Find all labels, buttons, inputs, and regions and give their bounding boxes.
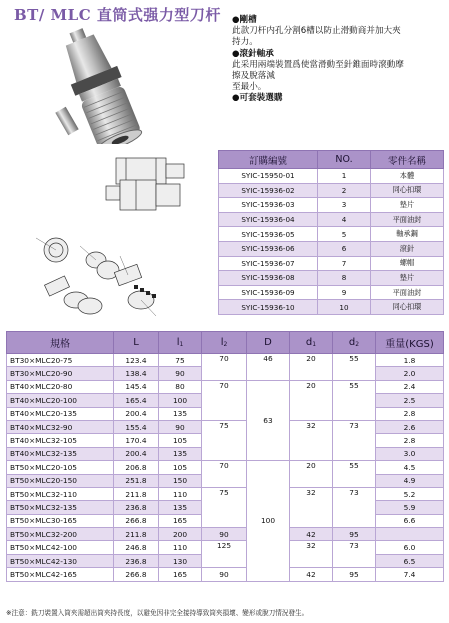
cell: 1 bbox=[318, 169, 371, 184]
cell: 80 bbox=[159, 380, 202, 393]
col-l2-sub: 2 bbox=[223, 341, 228, 348]
feature-head: ●剛槽 bbox=[232, 15, 257, 25]
cell: 5.9 bbox=[376, 501, 444, 514]
cell: 63 bbox=[247, 380, 290, 460]
cell: 6.5 bbox=[376, 554, 444, 567]
cell: 73 bbox=[333, 541, 376, 568]
cell: BT40×MLC32-105 bbox=[7, 434, 114, 447]
cell: 73 bbox=[333, 420, 376, 460]
cell: 同心扣環 bbox=[371, 183, 444, 198]
cell: 42 bbox=[290, 528, 333, 541]
cell: 10 bbox=[318, 300, 371, 315]
col-d1 bbox=[290, 332, 333, 354]
cell: 5 bbox=[318, 227, 371, 242]
cell: 2.8 bbox=[376, 407, 444, 420]
cell: 6.6 bbox=[376, 514, 444, 527]
cell: 55 bbox=[333, 354, 376, 381]
cell: 2.5 bbox=[376, 394, 444, 407]
cell: SYIC-15936-02 bbox=[219, 183, 318, 198]
col-l2-label: l bbox=[220, 337, 224, 348]
exploded-view-diagram bbox=[16, 150, 216, 328]
cell: 32 bbox=[290, 541, 333, 568]
table-row bbox=[7, 541, 444, 554]
cell: 165.4 bbox=[114, 394, 159, 407]
feature-line: 持力。 bbox=[232, 37, 258, 48]
col-D: D bbox=[247, 332, 290, 354]
col-l2 bbox=[202, 332, 247, 354]
table-row bbox=[219, 227, 444, 242]
cell: 75 bbox=[202, 420, 247, 460]
cell: 32 bbox=[290, 487, 333, 527]
cell: 42 bbox=[290, 568, 333, 581]
cell: 46 bbox=[247, 354, 290, 381]
page-title: BT/ MLC 直筒式强力型刀杆 bbox=[14, 6, 221, 24]
cell: BT40×MLC32-135 bbox=[7, 447, 114, 460]
feature-head: ●可套裝選購 bbox=[232, 93, 283, 104]
cell: BT50×MLC42-100 bbox=[7, 541, 114, 554]
cell: 1.8 bbox=[376, 354, 444, 367]
cell: BT30×MLC20-75 bbox=[7, 354, 114, 367]
cell: 2.4 bbox=[376, 380, 444, 393]
cell: 90 bbox=[202, 568, 247, 581]
cell: 246.8 bbox=[114, 541, 159, 554]
cell: BT40×MLC20-80 bbox=[7, 380, 114, 393]
cell: 110 bbox=[159, 541, 202, 554]
cell: 7 bbox=[318, 256, 371, 271]
cell: 95 bbox=[333, 528, 376, 541]
cell: 螺帽 bbox=[371, 256, 444, 271]
cell: 平面油封 bbox=[371, 212, 444, 227]
cell: 75 bbox=[202, 487, 247, 527]
cell: 145.4 bbox=[114, 380, 159, 393]
table-row bbox=[219, 285, 444, 300]
cell: 105 bbox=[159, 461, 202, 474]
col-d2 bbox=[333, 332, 376, 354]
cell: SYIC-15936-04 bbox=[219, 212, 318, 227]
cell: 55 bbox=[333, 461, 376, 488]
col-l1-sub: 1 bbox=[179, 341, 184, 348]
cell: SYIC-15936-10 bbox=[219, 300, 318, 315]
col-l1-label: l bbox=[176, 337, 180, 348]
cell: 155.4 bbox=[114, 420, 159, 433]
cell: 150 bbox=[159, 474, 202, 487]
table-row bbox=[7, 568, 444, 581]
table-row bbox=[7, 354, 444, 367]
feature-line: 擦及脫落減 bbox=[232, 71, 275, 82]
col-order-no: 訂購編號 bbox=[219, 151, 318, 169]
cell: 4.9 bbox=[376, 474, 444, 487]
cell: SYIC-15950-01 bbox=[219, 169, 318, 184]
cell: 70 bbox=[202, 354, 247, 381]
cell: 236.8 bbox=[114, 554, 159, 567]
cell: 165 bbox=[159, 568, 202, 581]
cell: 75 bbox=[159, 354, 202, 367]
col-d1-sub: 1 bbox=[312, 341, 317, 348]
cell: 90 bbox=[159, 367, 202, 380]
cell: BT50×MLC32-135 bbox=[7, 501, 114, 514]
cell: 55 bbox=[333, 380, 376, 420]
cell: 138.4 bbox=[114, 367, 159, 380]
cell: 206.8 bbox=[114, 461, 159, 474]
cell: 9 bbox=[318, 285, 371, 300]
cell: 滾針 bbox=[371, 241, 444, 256]
table-row bbox=[7, 528, 444, 541]
cell: 2 bbox=[318, 183, 371, 198]
cell: SYIC-15936-08 bbox=[219, 271, 318, 286]
cell: 同心扣環 bbox=[371, 300, 444, 315]
cell: 90 bbox=[202, 528, 247, 541]
cell: 6 bbox=[318, 241, 371, 256]
cell: 110 bbox=[159, 487, 202, 500]
table-row bbox=[219, 241, 444, 256]
feature-line: 至最小。 bbox=[232, 82, 267, 93]
cell: 90 bbox=[159, 420, 202, 433]
col-part-name: 零件名稱 bbox=[371, 151, 444, 169]
table-row bbox=[219, 256, 444, 271]
table-row bbox=[219, 169, 444, 184]
cell: 236.8 bbox=[114, 501, 159, 514]
cell: 123.4 bbox=[114, 354, 159, 367]
col-weight: 重量(KGS) bbox=[376, 332, 444, 354]
cell: 20 bbox=[290, 461, 333, 488]
table-row bbox=[7, 487, 444, 500]
cell: SYIC-15936-05 bbox=[219, 227, 318, 242]
cell bbox=[376, 528, 444, 541]
cell: SYIC-15936-09 bbox=[219, 285, 318, 300]
cell: 4 bbox=[318, 212, 371, 227]
cell: 3.0 bbox=[376, 447, 444, 460]
table-row bbox=[219, 271, 444, 286]
cell: 95 bbox=[333, 568, 376, 581]
cell: 211.8 bbox=[114, 487, 159, 500]
spec-table bbox=[6, 331, 444, 582]
cell: 32 bbox=[290, 420, 333, 460]
table-row bbox=[7, 380, 444, 393]
cell: 200.4 bbox=[114, 407, 159, 420]
cell: 墊片 bbox=[371, 198, 444, 213]
cell: 211.8 bbox=[114, 528, 159, 541]
cell: 130 bbox=[159, 554, 202, 567]
cell: BT50×MLC42-130 bbox=[7, 554, 114, 567]
table-row bbox=[7, 461, 444, 474]
table-row bbox=[7, 420, 444, 433]
table-row bbox=[219, 198, 444, 213]
table-row bbox=[219, 183, 444, 198]
cell: 200.4 bbox=[114, 447, 159, 460]
feature-line: 此采用兩端裝置爲使當滑動至針錐面時滾動摩 bbox=[232, 59, 404, 70]
cell: 135 bbox=[159, 501, 202, 514]
cell: 2.6 bbox=[376, 420, 444, 433]
cell: BT30×MLC20-90 bbox=[7, 367, 114, 380]
cell: 8 bbox=[318, 271, 371, 286]
cell: 100 bbox=[159, 394, 202, 407]
cell: 墊片 bbox=[371, 271, 444, 286]
table-row bbox=[219, 212, 444, 227]
cell: 135 bbox=[159, 447, 202, 460]
feature-list bbox=[232, 15, 444, 105]
cell: 125 bbox=[202, 541, 247, 568]
cell: BT50×MLC20-105 bbox=[7, 461, 114, 474]
cell: 7.4 bbox=[376, 568, 444, 581]
cell: 軸承鋼 bbox=[371, 227, 444, 242]
feature-head: ●滾針軸承 bbox=[232, 48, 274, 59]
cell: 266.8 bbox=[114, 568, 159, 581]
cell: 70 bbox=[202, 461, 247, 488]
parts-table bbox=[218, 150, 444, 315]
col-l1 bbox=[159, 332, 202, 354]
cell: BT40×MLC32-90 bbox=[7, 420, 114, 433]
feature-line: 此款刀杆内孔分割6槽以防止滑動商并加大夾 bbox=[232, 26, 401, 37]
cell: 2.0 bbox=[376, 367, 444, 380]
cell: 135 bbox=[159, 407, 202, 420]
cell: BT50×MLC20-150 bbox=[7, 474, 114, 487]
cell: 20 bbox=[290, 354, 333, 381]
cell: 2.8 bbox=[376, 434, 444, 447]
cell: 4.5 bbox=[376, 461, 444, 474]
cell: 200 bbox=[159, 528, 202, 541]
cell: 251.8 bbox=[114, 474, 159, 487]
col-d2-label: d bbox=[348, 337, 356, 348]
cell: 20 bbox=[290, 380, 333, 420]
cell: 6.0 bbox=[376, 541, 444, 554]
cell: 平面油封 bbox=[371, 285, 444, 300]
col-L: L bbox=[114, 332, 159, 354]
cell: 266.8 bbox=[114, 514, 159, 527]
cell: 70 bbox=[202, 380, 247, 420]
cell: BT50×MLC32-200 bbox=[7, 528, 114, 541]
table-row bbox=[219, 300, 444, 315]
col-model: 規格 bbox=[7, 332, 114, 354]
cell: 5.2 bbox=[376, 487, 444, 500]
cell: 73 bbox=[333, 487, 376, 527]
cell: 100 bbox=[247, 461, 290, 582]
footnote: ※注意：銑刀裝置入筒夾需超出筒夾持長度，以避免因非完全接持導致筒夾損壞、變形或脫刀情況發生。 bbox=[6, 609, 309, 617]
cell: 本體 bbox=[371, 169, 444, 184]
cell: BT50×MLC30-165 bbox=[7, 514, 114, 527]
cell: SYIC-15936-07 bbox=[219, 256, 318, 271]
cell: 165 bbox=[159, 514, 202, 527]
tool-holder-photo bbox=[55, 14, 205, 144]
cell: SYIC-15936-03 bbox=[219, 198, 318, 213]
cell: 3 bbox=[318, 198, 371, 213]
cell: BT50×MLC42-165 bbox=[7, 568, 114, 581]
col-d1-label: d bbox=[305, 337, 313, 348]
col-no: NO. bbox=[318, 151, 371, 169]
cell: SYIC-15936-06 bbox=[219, 241, 318, 256]
col-d2-sub: 2 bbox=[355, 341, 360, 348]
cell: BT40×MLC20-100 bbox=[7, 394, 114, 407]
cell: BT40×MLC20-135 bbox=[7, 407, 114, 420]
cell: 170.4 bbox=[114, 434, 159, 447]
cell: BT50×MLC32-110 bbox=[7, 487, 114, 500]
cell: 105 bbox=[159, 434, 202, 447]
